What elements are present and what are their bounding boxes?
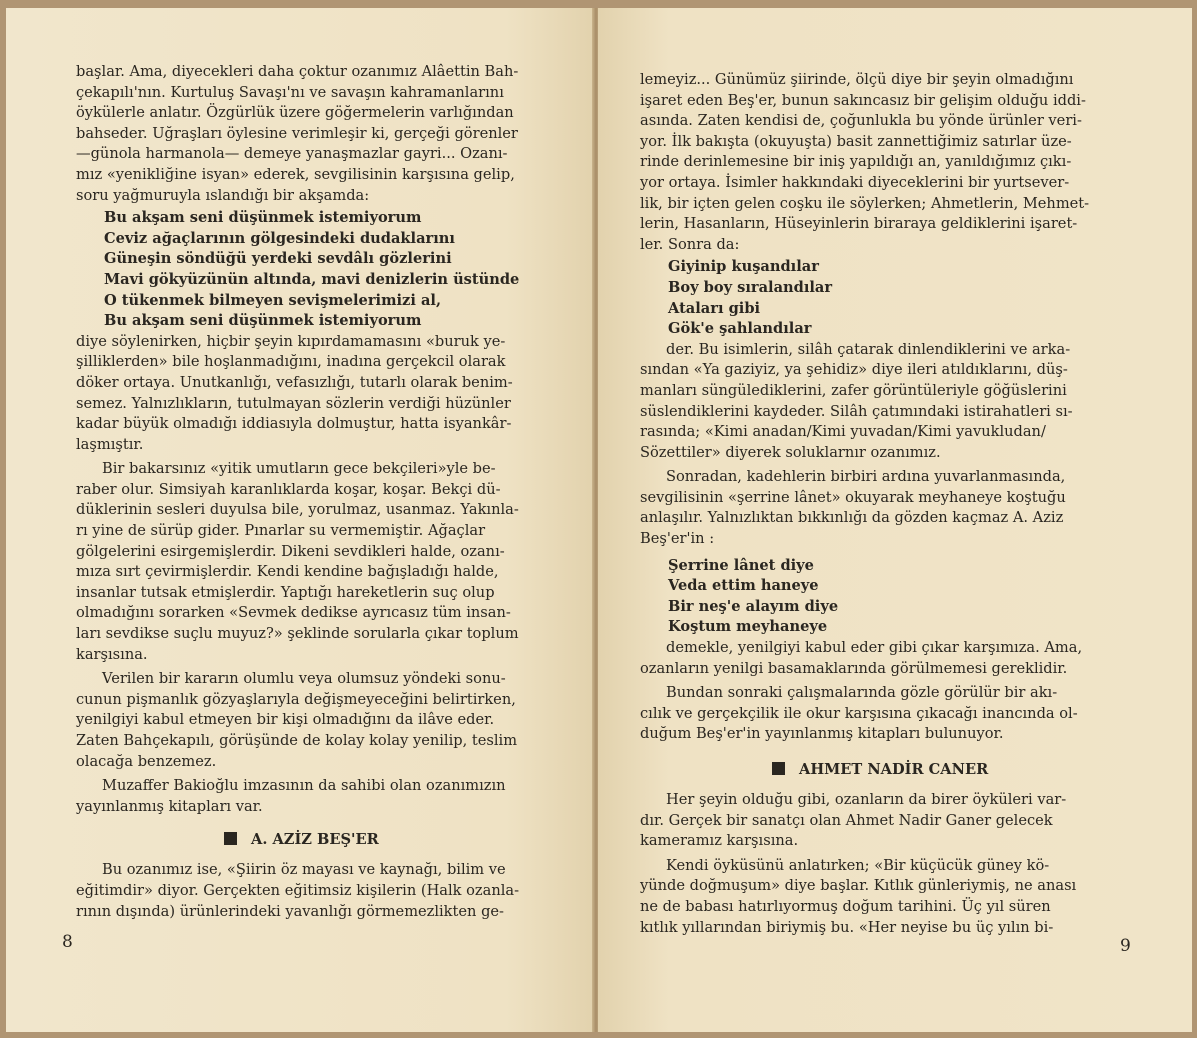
text-line: yayınlanmış kitapları var. bbox=[76, 797, 263, 815]
poem-line: Giyinip kuşandılar bbox=[668, 258, 819, 276]
text-line: Beş'er'in : bbox=[640, 530, 715, 548]
section-heading-ahmet-nadir-caner bbox=[640, 761, 1138, 778]
text-line: düklerinin sesleri duyulsa bile, yorulmaz, usanmaz. Yakınla- bbox=[76, 501, 519, 519]
text-line: duğum Beş'er'in yayınlanmış kitapları bulunuyor. bbox=[640, 725, 1004, 743]
text-line: mız «yenikliğine isyan» ederek, sevgilisinin karşısına gelip, bbox=[76, 165, 515, 183]
text-line: kameramız karşısına. bbox=[640, 832, 799, 850]
text-line: demekle, yenilgiyi kabul eder gibi çıkar karşımıza. Ama, bbox=[666, 639, 1083, 657]
text-line: asında. Zaten kendisi de, çoğunlukla bu yönde ürünler veri- bbox=[640, 112, 1082, 130]
text-line: Bir bakarsınız «yitik umutların gece bekçileri»yle be- bbox=[102, 460, 496, 478]
text-line: anlaşılır. Yalnızlıktan bıkkınlığı da gözden kaçmaz A. Aziz bbox=[640, 509, 1064, 527]
text-line: gölgelerini esirgemişlerdir. Dikeni sevdikleri halde, ozanı- bbox=[76, 542, 505, 560]
heading-square-icon bbox=[772, 762, 785, 775]
right-poem-2 bbox=[640, 556, 1138, 638]
poem-line: Bir neş'e alayım diye bbox=[668, 597, 839, 615]
left-text-mid bbox=[76, 332, 568, 456]
text-line: cılık ve gerçekçilik ile okur karşısına çıkacağı inancında ol- bbox=[640, 704, 1078, 722]
left-para-2 bbox=[76, 459, 568, 665]
poem-line: Ataları gibi bbox=[668, 299, 761, 317]
text-line: raber olur. Simsiyah karanlıklarda koşar, koşar. Bekçi dü- bbox=[76, 480, 501, 498]
text-line: dır. Gerçek bir sanatçı olan Ahmet Nadir Ganer gelecek bbox=[640, 811, 1053, 829]
text-line: soru yağmuruyla ıslandığı bir akşamda: bbox=[76, 186, 370, 204]
left-poem bbox=[76, 208, 568, 332]
text-line: bahseder. Uğraşları öylesine verimleşir ki, gerçeği görenler bbox=[76, 124, 518, 142]
page-number-right: 9 bbox=[1120, 936, 1131, 956]
text-line: lik, bir içten gelen coşku ile söylerken; Ahmetlerin, Mehmet- bbox=[640, 194, 1090, 212]
poem-line: Bu akşam seni düşünmek istemiyorum bbox=[104, 209, 422, 227]
text-line: yenilgiyi kabul etmeyen bir kişi olmadığını da ilâve eder. bbox=[76, 711, 495, 729]
text-line: çekapılı'nın. Kurtuluş Savaşı'nı ve savaşın kahramanlarını bbox=[76, 83, 504, 101]
text-line: rinde derinlemesine bir iniş yapıldığı an, yanıldığımız çıkı- bbox=[640, 153, 1072, 171]
poem-line: Koştum meyhaneye bbox=[668, 618, 828, 636]
right-para-c bbox=[640, 638, 1138, 679]
text-line: Bu ozanımız ise, «Şiirin öz mayası ve kaynağı, bilim ve bbox=[102, 861, 506, 879]
text-line: laşmıştır. bbox=[76, 435, 144, 453]
text-line: semez. Yalnızlıkların, tutulmayan sözlerin verdiği hüzünler bbox=[76, 394, 511, 412]
poem-line: Bu akşam seni düşünmek istemiyorum bbox=[104, 312, 422, 330]
text-line: eğitimdir» diyor. Gerçekten eğitimsiz kişilerin (Halk ozanla- bbox=[76, 881, 520, 899]
text-line: ları sevdikse suçlu muyuz?» şeklinde sorularla çıkar toplum bbox=[76, 625, 519, 643]
left-para-4 bbox=[76, 776, 568, 817]
left-para-5 bbox=[76, 860, 568, 922]
section-heading-aziz-beser bbox=[76, 831, 568, 848]
right-text-top bbox=[640, 70, 1138, 255]
poem-line: Gök'e şahlandılar bbox=[668, 320, 812, 338]
text-line: Sözettiler» diyerek soluklarnır ozanımız. bbox=[640, 443, 941, 461]
text-line: sevgilisinin «şerrine lânet» okuyarak meyhaneye koştuğu bbox=[640, 488, 1066, 506]
right-para-a bbox=[640, 340, 1138, 464]
text-line: rasında; «Kimi anadan/Kimi yuvadan/Kimi yavukludan/ bbox=[640, 423, 1046, 441]
right-para-e bbox=[640, 790, 1138, 852]
text-line: kadar büyük olmadığı iddiasıyla dolmuştur, hatta isyankâr- bbox=[76, 415, 512, 433]
right-para-f bbox=[640, 856, 1138, 938]
left-page bbox=[6, 8, 594, 1032]
right-para-b bbox=[640, 467, 1138, 549]
text-line: işaret eden Beş'er, bunun sakıncasız bir gelişim olduğu iddi- bbox=[640, 91, 1086, 109]
text-line: mıza sırt çevirmişlerdir. Kendi kendine bağışladığı halde, bbox=[76, 563, 499, 581]
poem-line: Veda ettim haneye bbox=[668, 577, 819, 595]
poem-line: Boy boy sıralandılar bbox=[668, 278, 833, 296]
text-line: Kendi öyküsünü anlatırken; «Bir küçücük güney kö- bbox=[666, 856, 1050, 874]
right-page bbox=[598, 8, 1192, 1032]
text-line: olacağa benzemez. bbox=[76, 752, 217, 770]
text-line: başlar. Ama, diyecekleri daha çoktur ozanımız Alâettin Bah- bbox=[76, 63, 519, 80]
text-line: rının dışında) ürünlerindeki yavanlığı görmemezlikten ge- bbox=[76, 902, 504, 920]
text-line: şilliklerden» bile hoşlanmadığını, inadına gerçekcil olarak bbox=[76, 353, 506, 371]
text-line: Verilen bir kararın olumlu veya olumsuz yöndeki sonu- bbox=[102, 670, 506, 688]
text-line: kıtlık yıllarından biriymiş bu. «Her neyise bu üç yılın bi- bbox=[640, 918, 1054, 936]
poem-line: Şerrine lânet diye bbox=[668, 556, 814, 574]
text-line: insanlar tutsak etmişlerdir. Yaptığı hareketlerin suç olup bbox=[76, 583, 495, 601]
text-line: yünde doğmuşum» diye başlar. Kıtlık günleriymiş, ne anası bbox=[640, 877, 1077, 895]
heading-text: AHMET NADİR CANER bbox=[799, 761, 989, 778]
text-line: karşısına. bbox=[76, 645, 148, 663]
text-line: Sonradan, kadehlerin birbiri ardına yuvarlanmasında, bbox=[666, 468, 1066, 486]
text-line: Zaten Bahçekapılı, görüşünde de kolay kolay yenilip, teslim bbox=[76, 732, 518, 749]
text-line: Muzaffer Bakioğlu imzasının da sahibi olan ozanımızın bbox=[102, 777, 506, 795]
poem-line: O tükenmek bilmeyen sevişmelerimizi al, bbox=[104, 291, 442, 309]
text-line: yor. İlk bakışta (okuyuşta) basit zannettiğimiz satırlar üze- bbox=[640, 132, 1072, 150]
text-line: lemeyiz... Günümüz şiirinde, ölçü diye bir şeyin olmadığını bbox=[640, 71, 1074, 88]
text-line: —günola harmanola— demeye yanaşmazlar gayri... Ozanı- bbox=[76, 145, 508, 163]
text-line: diye söylenirken, hiçbir şeyin kıpırdamamasını «buruk ye- bbox=[76, 332, 506, 350]
text-line: ne de babası hatırlıyormuş doğum tarihini. Üç yıl süren bbox=[640, 897, 1051, 915]
text-line: manları süngülediklerini, zafer görüntüleriyle göğüslerini bbox=[640, 381, 1067, 399]
text-line: ozanların yenilgi basamaklarında görülmemesi gereklidir. bbox=[640, 659, 1068, 677]
text-line: ler. Sonra da: bbox=[640, 235, 740, 253]
text-line: Bundan sonraki çalışmalarında gözle görülür bir akı- bbox=[666, 684, 1058, 702]
right-para-d bbox=[640, 683, 1138, 745]
text-line: der. Bu isimlerin, silâh çatarak dinlendiklerini ve arka- bbox=[666, 340, 1071, 358]
poem-line: Güneşin söndüğü yerdeki sevdâlı gözlerini bbox=[104, 250, 452, 268]
text-line: döker ortaya. Unutkanlığı, vefasızlığı, tutarlı olarak benim- bbox=[76, 373, 513, 391]
poem-line: Ceviz ağaçlarının gölgesindeki dudaklarını bbox=[104, 229, 455, 247]
text-line: sından «Ya gaziyiz, ya şehidiz» diye ileri atıldıklarını, düş- bbox=[640, 361, 1068, 379]
text-line: rı yine de sürüp gider. Pınarlar su vermemiştir. Ağaçlar bbox=[76, 522, 486, 540]
text-line: cunun pişmanlık gözyaşlarıyla değişmeyeceğini belirtirken, bbox=[76, 690, 516, 708]
heading-square-icon bbox=[224, 832, 237, 845]
poem-line: Mavi gökyüzünün altında, mavi denizlerin üstünde bbox=[104, 270, 520, 288]
heading-text: A. AZİZ BEŞ'ER bbox=[251, 831, 379, 849]
text-line: Her şeyin olduğu gibi, ozanların da birer öyküleri var- bbox=[666, 791, 1067, 808]
text-line: yor ortaya. İsimler hakkındaki diyeceklerini bir yurtsever- bbox=[640, 173, 1070, 191]
text-line: lerin, Hasanların, Hüseyinlerin biraraya geldiklerini işaret- bbox=[640, 215, 1078, 233]
left-text-top bbox=[76, 62, 568, 206]
page-number-left: 8 bbox=[62, 932, 73, 952]
right-poem-1 bbox=[640, 257, 1138, 339]
text-line: öykülerle anlatır. Özgürlük üzere göğermelerin varlığından bbox=[76, 104, 514, 122]
text-line: süslendiklerini kaydeder. Silâh çatımındaki istirahatleri sı- bbox=[640, 402, 1073, 420]
text-line: olmadığını sorarken «Sevmek dedikse ayrıcasız tüm insan- bbox=[76, 604, 511, 622]
left-para-3 bbox=[76, 669, 568, 772]
